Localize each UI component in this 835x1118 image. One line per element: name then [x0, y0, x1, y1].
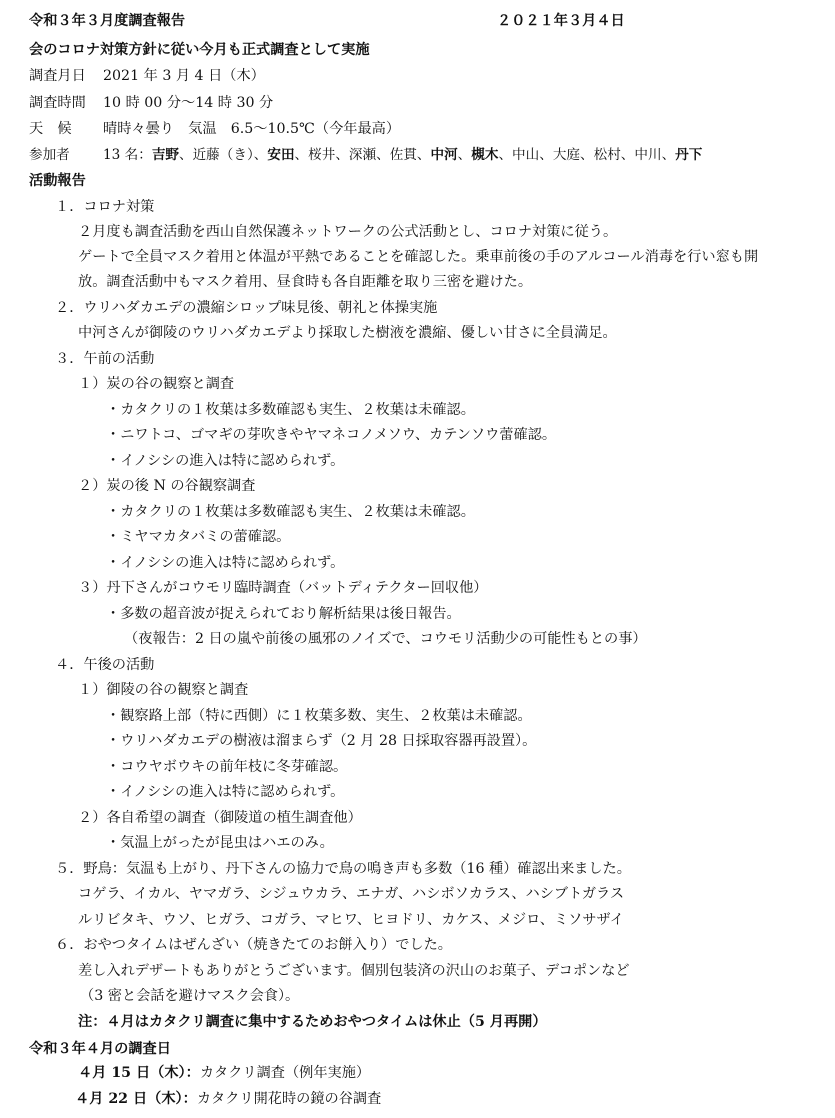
- participants-label: 参加者: [29, 147, 70, 163]
- participant-separator: 、: [253, 147, 268, 163]
- participant-name: 深瀬: [348, 147, 377, 163]
- note-line: 注：４月はカタクリ調査に集中するためおやつタイムは休止（5 月再開）: [78, 1014, 547, 1030]
- survey-date-label: 調査月日: [29, 68, 86, 84]
- next-survey-item: [75, 1089, 381, 1109]
- meta-survey-time: [29, 93, 273, 113]
- section-heading: ４．午後の活動: [55, 657, 155, 673]
- participant-separator: 、: [620, 147, 635, 163]
- participant-separator: 、: [580, 147, 594, 163]
- participant-name: 安田: [267, 147, 295, 163]
- next-survey-date: ４月 22 日（木）：: [75, 1091, 197, 1107]
- participant-name: 吉野: [151, 147, 179, 163]
- subsection-heading: １）御陵の谷の観察と調査: [78, 682, 249, 698]
- bullet-item: ・カタクリの１枚葉は多数確認も実生、２枚葉は未確認。: [106, 402, 475, 418]
- subsection-heading: ２）各自希望の調査（御陵道の植生調査他）: [78, 810, 362, 826]
- bullet-item: ・コウヤボウキの前年枝に冬芽確認。: [106, 759, 348, 775]
- participant-name: 大庭: [552, 147, 581, 163]
- meta-survey-date: [29, 66, 265, 86]
- participant-list: [152, 147, 703, 163]
- participant-separator: 、: [179, 147, 193, 163]
- participant-separator: 、: [457, 147, 472, 163]
- weather-label: 天 候: [29, 121, 72, 137]
- participant-name: 中川: [634, 147, 662, 163]
- note-line: （夜報告：2 日の嵐や前後の風邪のノイズで、コウモリ活動少の可能性もとの事）: [124, 631, 647, 647]
- bird-list-line: コゲラ、イカル、ヤマガラ、シジュウカラ、エナガ、ハシボソカラス、ハシブトガラス: [78, 886, 625, 902]
- section-heading: １．コロナ対策: [55, 199, 155, 215]
- next-survey-desc: カタクリ調査（例年実施）: [199, 1065, 371, 1081]
- bird-list-line: ルリビタキ、ウソ、ヒガラ、コガラ、マヒワ、ヒヨドリ、カケス、メジロ、ミソサザイ: [78, 912, 624, 928]
- bullet-item: ・カタクリの１枚葉は多数確認も実生、２枚葉は未確認。: [106, 504, 475, 520]
- paragraph-line: 放。調査活動中もマスク着用、昼食時も各自距離を取り三密を避けた。: [78, 274, 533, 290]
- next-survey-desc: カタクリ開花時の鏡の谷調査: [196, 1091, 382, 1107]
- activity-report-heading: 活動報告: [29, 173, 86, 189]
- survey-time-value: 10 時 00 分～14 時 30 分: [103, 95, 274, 111]
- participant-separator: 、: [294, 147, 309, 163]
- report-date: ２０２１年３月４日: [497, 13, 625, 29]
- participant-separator: 、: [498, 147, 513, 163]
- section-heading: ５．野鳥：気温も上がり、丹下さんの協力で鳥の鳴き声も多数（16 種）確認出来ました。: [55, 861, 631, 877]
- bullet-item: ・気温上がったが昆虫はハエのみ。: [106, 835, 334, 851]
- subsection-heading: ２）炭の後 N の谷観察調査: [78, 478, 256, 494]
- bullet-item: ・イノシシの進入は特に認められず。: [106, 784, 345, 800]
- section-heading: ６．おやつタイムはぜんざい（焼きたてのお餅入り）でした。: [55, 937, 452, 953]
- bullet-item: ・多数の超音波が捉えられており解析結果は後日報告。: [106, 606, 461, 622]
- report-title: 令和３年３月度調査報告: [29, 13, 186, 29]
- bullet-item: ・ニワトコ、ゴマギの芽吹きやヤマネコノメソウ、カテンソウ蕾確認。: [106, 427, 557, 443]
- section-heading: ２．ウリハダカエデの濃縮シロップ味見後、朝礼と体操実施: [55, 300, 438, 316]
- subsection-heading: １）炭の谷の観察と調査: [78, 376, 235, 392]
- next-survey-item: [78, 1063, 370, 1083]
- meta-weather: [29, 119, 400, 139]
- participant-separator: 、: [376, 147, 390, 163]
- paragraph-line: ２月度も調査活動を西山自然保護ネットワークの公式活動とし、コロナ対策に従う。: [78, 224, 618, 240]
- meta-participants: [29, 145, 702, 165]
- paragraph-line: 中河さんが御陵のウリハダカエデより採取した樹液を濃縮、優しい甘さに全員満足。: [78, 325, 617, 341]
- paragraph-line: （3 密と会話を避けマスク会食）。: [80, 988, 300, 1004]
- participant-name: 桜井: [308, 147, 336, 163]
- participant-separator: 、: [416, 147, 431, 163]
- participant-name: 中河: [430, 147, 458, 163]
- subsection-heading: ３）丹下さんがコウモリ臨時調査（バットディテクター回収他）: [78, 580, 488, 596]
- participant-name: 丹下: [675, 147, 703, 163]
- bullet-item: ・ミヤマカタバミの蕾確認。: [106, 529, 291, 545]
- participant-separator: 、: [661, 147, 676, 163]
- participant-separator: 、: [335, 147, 349, 163]
- section-heading: ３．午前の活動: [55, 351, 155, 367]
- bullet-item: ・観察路上部（特に西側）に１枚葉多数、実生、２枚葉は未確認。: [106, 708, 532, 724]
- participant-name: 槻木: [471, 147, 499, 163]
- survey-time-label: 調査時間: [29, 95, 86, 111]
- participant-name: 近藤（き）: [192, 147, 254, 163]
- bullet-item: ・ウリハダカエデの樹液は溜まらず（2 月 28 日採取容器再設置）。: [106, 733, 537, 749]
- survey-date-value: 2021 年 3 月 4 日（木）: [103, 68, 265, 84]
- bullet-item: ・イノシシの進入は特に認められず。: [106, 555, 345, 571]
- next-survey-heading: 令和３年４月の調査日: [29, 1041, 171, 1057]
- participant-name: 松村: [593, 147, 621, 163]
- participant-separator: 、: [539, 147, 553, 163]
- participants-count: 13 名：: [103, 147, 152, 163]
- paragraph-line: ゲートで全員マスク着用と体温が平熱であることを確認した。乗車前後の手のアルコール消毒を行い窓も開: [78, 249, 759, 265]
- participant-name: 中山: [512, 147, 540, 163]
- bullet-item: ・イノシシの進入は特に認められず。: [106, 453, 345, 469]
- participant-name: 佐貫: [389, 147, 417, 163]
- weather-value: 晴時々曇り 気温 6.5～10.5℃（今年最高）: [103, 121, 401, 137]
- paragraph-line: 差し入れデザートもありがとうございます。個別包装済の沢山のお菓子、デコポンなど: [78, 963, 630, 979]
- next-survey-date: ４月 15 日（木）：: [78, 1065, 200, 1081]
- report-subtitle: 会のコロナ対策方針に従い今月も正式調査として実施: [29, 42, 370, 58]
